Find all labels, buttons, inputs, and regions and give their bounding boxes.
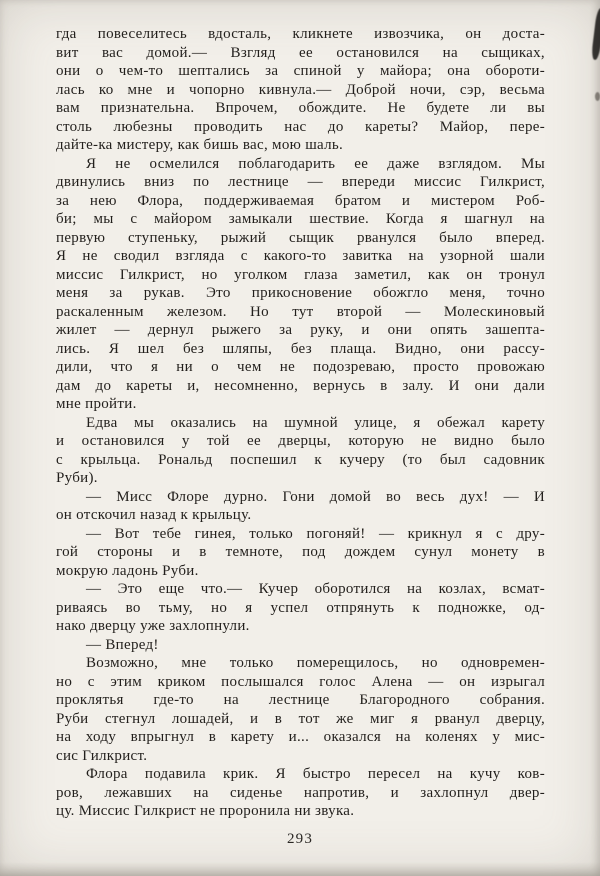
text-line: но с этим криком послышался голос Алена — он изрыгал [56, 673, 545, 690]
text-line: меня за рукав. Это прикосновение обожгло меня, точно [56, 285, 545, 301]
text-line: нако дверцу уже захлопнули. [56, 618, 250, 634]
text-line: двинулись вниз по лестнице — впереди миссис Гилкрист, [56, 174, 545, 190]
text-line: за нею Флора, поддерживаемая братом и мистером Роб- [56, 192, 545, 209]
text-line: лись. Я шел без шляпы, без плаща. Видно, они рассу- [56, 340, 545, 357]
text-line: сис Гилкрист. [56, 747, 148, 764]
text-line: раскаленным железом. Но тут второй — Молескиновый [56, 303, 545, 320]
text-line: вит вас домой.— Взгляд ее остановился на сыщиках, [56, 44, 545, 61]
text-line: — Вот тебе гинея, только погоняй! — крикнул я с дру- [86, 525, 545, 542]
text-line: Я не сводил взгляда с какого-то завитка на узорной шали [56, 248, 545, 264]
text-line: Я не осмелился поблагодарить ее даже взглядом. Мы [86, 155, 545, 172]
text-line: Руби стегнул лошадей, и в тот же миг я рванул дверцу, [56, 710, 545, 727]
text-line: жилет — дернул рыжего за руку, и они опять зашепта- [56, 322, 545, 338]
text-line: Едва мы оказались на шумной улице, я обежал карету [86, 414, 545, 431]
text-line: лась ко мне и чопорно кивнула.— Доброй ночи, сэр, весьма [56, 81, 545, 98]
text-line: проклятья где-то на лестнице Благородного собрания. [56, 692, 545, 708]
scan-artifact-right-edge [595, 92, 600, 101]
text-line: гда повеселитесь вдосталь, кликнете извозчика, он доста- [56, 26, 545, 42]
text-line: — Вперед! [86, 636, 159, 653]
page-text [56, 25, 545, 821]
text-line: на ходу впрыгнул в карету и... оказался на коленях у мис- [56, 729, 545, 745]
text-line: Руби). [56, 470, 98, 486]
text-line: он отскочил назад к крыльцу. [56, 507, 252, 523]
text-line: и остановился у той ее дверцы, которую не видно было [56, 433, 545, 449]
text-line: дайте-ка мистеру, как бишь вас, мою шаль. [56, 137, 344, 153]
text-line: дам до кареты и, несомненно, вернусь в залу. И они дали [56, 377, 545, 394]
text-line: первую ступеньку, рыжий сыщик рванулся было вперед. [56, 229, 545, 246]
text-line: ров, лежавших на сиденье напротив, и захлопнул двер- [56, 784, 545, 801]
scan-shadow-bottom [0, 862, 600, 876]
text-line: риваясь во тьму, но я успел отпрянуть к подножке, од- [56, 599, 545, 616]
text-line: мокрую ладонь Руби. [56, 562, 199, 579]
text-line: дили, что я ни о чем не подозреваю, просто провожаю [56, 359, 545, 375]
text-line: они о чем-то шептались за спиной у майора; она обороти- [56, 63, 545, 79]
text-line: вам признательна. Впрочем, обождите. Не будете ли вы [56, 100, 545, 116]
text-line: столь любезны проводить нас до кареты? Майор, пере- [56, 118, 545, 135]
page-number: 293 [286, 831, 314, 847]
text-line: мне пройти. [56, 396, 137, 412]
text-line: цу. Миссис Гилкрист не проронила ни звука. [56, 803, 355, 819]
text-line: — Это еще что.— Кучер оборотился на козлах, всмат- [86, 581, 545, 597]
text-line: с крыльца. Рональд поспешил к кучеру (то был садовник [56, 451, 545, 468]
text-line: Возможно, мне только померещилось, но одновремен- [86, 655, 545, 671]
text-line: Флора подавила крик. Я быстро пересел на кучу ков- [86, 766, 545, 782]
text-line: — Мисс Флоре дурно. Гони домой во весь дух! — И [86, 488, 545, 505]
text-line: миссис Гилкрист, но уголком глаза заметил, как он тронул [56, 266, 545, 283]
text-line: гой стороны и в темноте, под дождем сунул монету в [56, 544, 545, 560]
scan-artifact-top-right [591, 8, 600, 61]
text-line: би; мы с майором замыкали шествие. Когда я шагнул на [56, 211, 545, 227]
